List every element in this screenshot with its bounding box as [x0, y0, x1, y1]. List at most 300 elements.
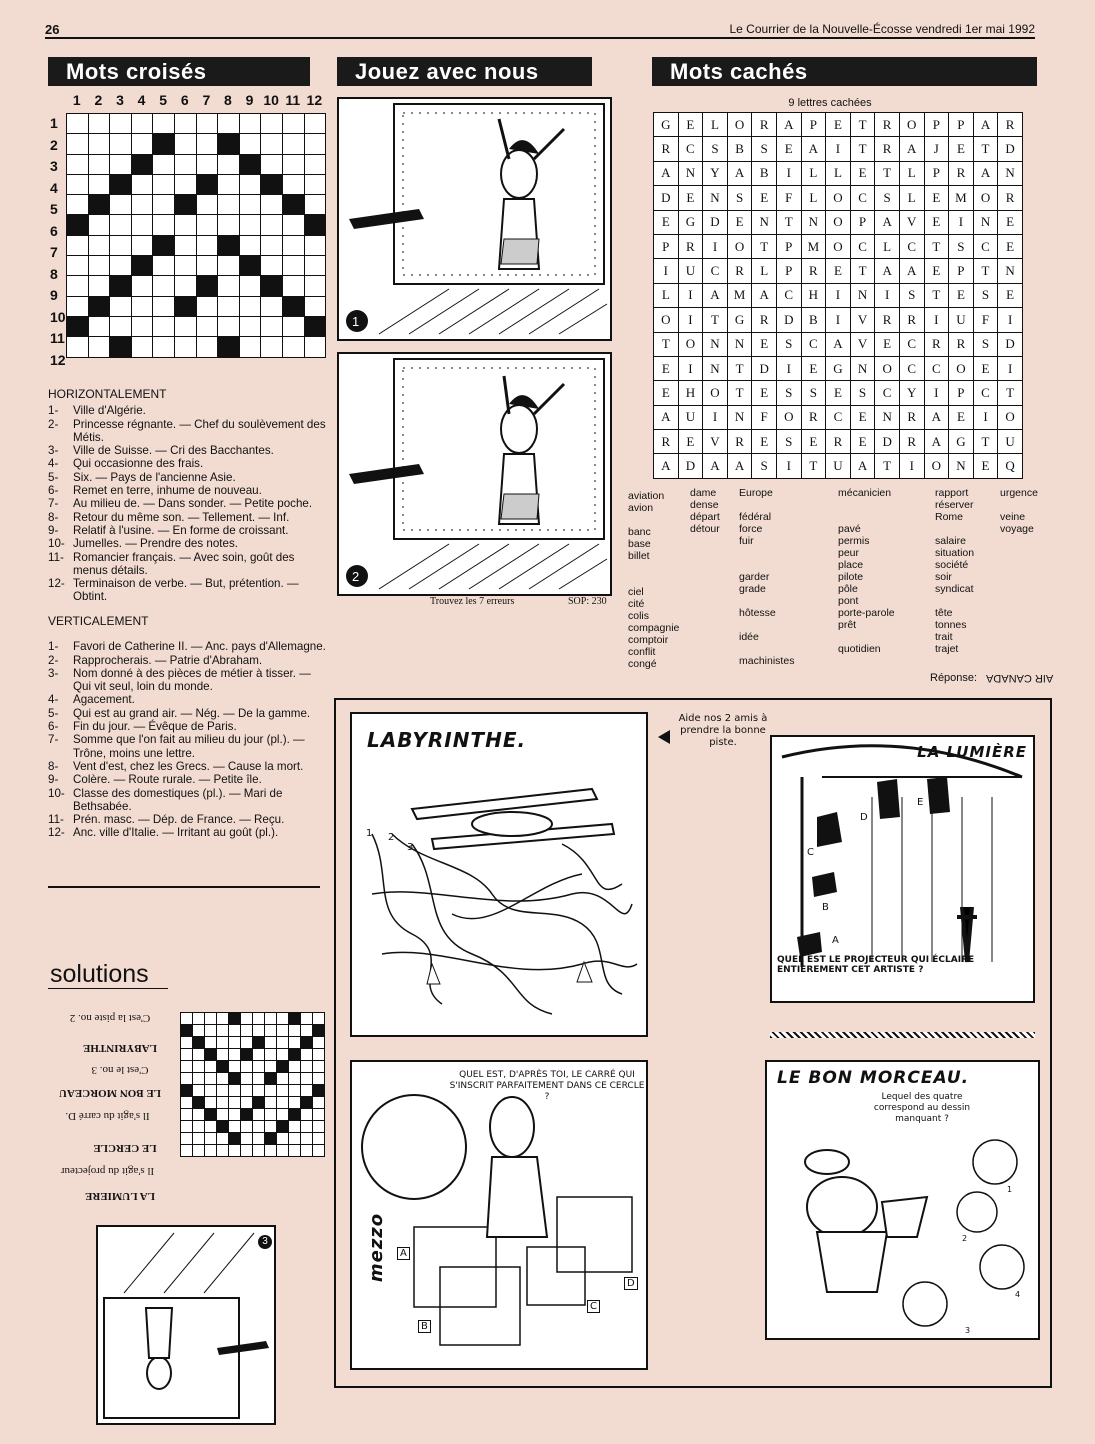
crossword-cell[interactable] [88, 337, 110, 357]
wordsearch-letter[interactable]: V [899, 210, 924, 234]
crossword-cell[interactable] [304, 296, 326, 316]
wordsearch-letter[interactable]: S [776, 381, 801, 405]
crossword-cell[interactable] [261, 114, 283, 134]
crossword-cell[interactable] [174, 316, 196, 336]
crossword-cell[interactable] [196, 296, 218, 316]
crossword-cell[interactable] [196, 215, 218, 235]
lumiere-panel[interactable] [770, 735, 1035, 1003]
wordsearch-letter[interactable]: E [850, 161, 875, 185]
crossword-cell[interactable] [261, 154, 283, 174]
crossword-cell[interactable] [67, 174, 89, 194]
crossword-cell[interactable] [261, 256, 283, 276]
wordsearch-letter[interactable]: P [850, 210, 875, 234]
crossword-cell[interactable] [131, 276, 153, 296]
crossword-cell[interactable] [282, 276, 304, 296]
wordsearch-letter[interactable]: L [801, 186, 826, 210]
crossword-cell[interactable] [174, 134, 196, 154]
crossword-cell[interactable] [131, 215, 153, 235]
crossword-cell[interactable] [196, 316, 218, 336]
wordsearch-letter[interactable]: E [752, 332, 777, 356]
wordsearch-letter[interactable]: R [998, 186, 1023, 210]
crossword-cell[interactable] [153, 215, 175, 235]
wordsearch-letter[interactable]: E [752, 186, 777, 210]
wordsearch-letter[interactable]: O [924, 454, 949, 478]
wordsearch-letter[interactable]: H [801, 283, 826, 307]
wordsearch-letter[interactable]: E [850, 405, 875, 429]
wordsearch-letter[interactable]: G [727, 308, 752, 332]
wordsearch-letter[interactable]: E [752, 430, 777, 454]
crossword-cell[interactable] [110, 215, 132, 235]
wordsearch-letter[interactable]: M [801, 234, 826, 258]
wordsearch-letter[interactable]: T [973, 137, 998, 161]
wordsearch-letter[interactable]: P [801, 113, 826, 137]
crossword-cell[interactable] [110, 134, 132, 154]
wordsearch-letter[interactable]: S [703, 137, 728, 161]
crossword-cell[interactable] [67, 235, 89, 255]
wordsearch-letter[interactable]: N [678, 161, 703, 185]
wordsearch-letter[interactable]: A [924, 430, 949, 454]
wordsearch-letter[interactable]: U [826, 454, 851, 478]
wordsearch-letter[interactable]: C [678, 137, 703, 161]
wordsearch-letter[interactable]: A [875, 210, 900, 234]
crossword-cell[interactable] [304, 337, 326, 357]
wordsearch-letter[interactable]: O [776, 405, 801, 429]
wordsearch-letter[interactable]: O [727, 234, 752, 258]
wordsearch-letter[interactable]: I [703, 234, 728, 258]
wordsearch-letter[interactable]: I [924, 308, 949, 332]
wordsearch-letter[interactable]: S [973, 283, 998, 307]
crossword-cell[interactable] [174, 256, 196, 276]
crossword-cell[interactable] [218, 114, 240, 134]
wordsearch-letter[interactable]: C [973, 381, 998, 405]
crossword-cell[interactable] [88, 235, 110, 255]
wordsearch-letter[interactable]: T [875, 161, 900, 185]
wordsearch-letter[interactable]: E [678, 430, 703, 454]
wordsearch-letter[interactable]: N [727, 405, 752, 429]
crossword-cell[interactable] [67, 154, 89, 174]
wordsearch-letter[interactable]: R [949, 161, 974, 185]
crossword-grid[interactable] [66, 113, 326, 358]
crossword-cell[interactable] [282, 154, 304, 174]
crossword-cell[interactable] [261, 134, 283, 154]
crossword-cell[interactable] [153, 174, 175, 194]
wordsearch-letter[interactable]: P [654, 234, 679, 258]
wordsearch-letter[interactable]: F [752, 405, 777, 429]
wordsearch-letter[interactable]: I [949, 210, 974, 234]
crossword-cell[interactable] [282, 316, 304, 336]
wordsearch-letter[interactable]: R [826, 430, 851, 454]
wordsearch-letter[interactable]: E [678, 113, 703, 137]
wordsearch-letter[interactable]: R [899, 405, 924, 429]
wordsearch-letter[interactable]: R [727, 259, 752, 283]
wordsearch-letter[interactable]: N [703, 186, 728, 210]
wordsearch-letter[interactable]: E [973, 454, 998, 478]
wordsearch-letter[interactable]: I [998, 308, 1023, 332]
crossword-cell[interactable] [131, 195, 153, 215]
wordsearch-letter[interactable]: L [654, 283, 679, 307]
wordsearch-letter[interactable]: C [973, 234, 998, 258]
crossword-cell[interactable] [110, 195, 132, 215]
wordsearch-letter[interactable]: N [850, 283, 875, 307]
crossword-cell[interactable] [304, 114, 326, 134]
crossword-cell[interactable] [88, 316, 110, 336]
wordsearch-letter[interactable]: U [678, 259, 703, 283]
wordsearch-letter[interactable]: L [703, 113, 728, 137]
wordsearch-letter[interactable]: S [949, 234, 974, 258]
wordsearch-letter[interactable]: I [826, 283, 851, 307]
wordsearch-letter[interactable]: A [752, 283, 777, 307]
crossword-cell[interactable] [174, 174, 196, 194]
crossword-cell[interactable] [153, 256, 175, 276]
wordsearch-letter[interactable]: R [875, 113, 900, 137]
wordsearch-letter[interactable]: R [678, 234, 703, 258]
wordsearch-letter[interactable]: T [727, 356, 752, 380]
wordsearch-letter[interactable]: I [924, 381, 949, 405]
crossword-cell[interactable] [239, 215, 261, 235]
wordsearch-letter[interactable]: S [752, 137, 777, 161]
wordsearch-letter[interactable]: B [752, 161, 777, 185]
crossword-cell[interactable] [196, 337, 218, 357]
wordsearch-letter[interactable]: O [998, 405, 1023, 429]
wordsearch-letter[interactable]: C [850, 186, 875, 210]
crossword-cell[interactable] [218, 316, 240, 336]
wordsearch-letter[interactable]: R [752, 113, 777, 137]
crossword-cell[interactable] [282, 134, 304, 154]
crossword-cell[interactable] [218, 174, 240, 194]
wordsearch-letter[interactable]: E [801, 356, 826, 380]
wordsearch-letter[interactable]: D [776, 308, 801, 332]
crossword-cell[interactable] [261, 195, 283, 215]
wordsearch-letter[interactable]: P [949, 381, 974, 405]
crossword-cell[interactable] [153, 195, 175, 215]
wordsearch-letter[interactable]: T [654, 332, 679, 356]
crossword-cell[interactable] [239, 195, 261, 215]
crossword-cell[interactable] [153, 276, 175, 296]
crossword-cell[interactable] [282, 337, 304, 357]
wordsearch-letter[interactable]: C [776, 283, 801, 307]
wordsearch-letter[interactable]: T [973, 259, 998, 283]
wordsearch-letter[interactable]: R [654, 137, 679, 161]
crossword-cell[interactable] [67, 296, 89, 316]
wordsearch-letter[interactable]: G [949, 430, 974, 454]
wordsearch-letter[interactable]: T [973, 430, 998, 454]
crossword-cell[interactable] [153, 114, 175, 134]
wordsearch-letter[interactable]: A [801, 137, 826, 161]
crossword-cell[interactable] [88, 256, 110, 276]
crossword-cell[interactable] [174, 337, 196, 357]
wordsearch-letter[interactable]: E [998, 210, 1023, 234]
crossword-cell[interactable] [131, 114, 153, 134]
crossword-cell[interactable] [261, 296, 283, 316]
wordsearch-letter[interactable]: C [899, 332, 924, 356]
crossword-cell[interactable] [67, 195, 89, 215]
wordsearch-letter[interactable]: I [776, 356, 801, 380]
crossword-cell[interactable] [218, 195, 240, 215]
wordsearch-letter[interactable]: A [654, 161, 679, 185]
crossword-cell[interactable] [304, 276, 326, 296]
wordsearch-letter[interactable]: S [776, 332, 801, 356]
wordsearch-letter[interactable]: I [973, 405, 998, 429]
crossword-cell[interactable] [261, 235, 283, 255]
crossword-cell[interactable] [131, 174, 153, 194]
wordsearch-letter[interactable]: Q [998, 454, 1023, 478]
crossword-cell[interactable] [67, 256, 89, 276]
wordsearch-letter[interactable]: E [875, 332, 900, 356]
wordsearch-letter[interactable]: S [899, 283, 924, 307]
wordsearch-letter[interactable]: C [899, 356, 924, 380]
crossword-cell[interactable] [174, 154, 196, 174]
wordsearch-letter[interactable]: N [727, 332, 752, 356]
crossword-cell[interactable] [153, 337, 175, 357]
wordsearch-letter[interactable]: N [949, 454, 974, 478]
wordsearch-letter[interactable]: N [998, 259, 1023, 283]
wordsearch-letter[interactable]: E [949, 137, 974, 161]
crossword-cell[interactable] [88, 154, 110, 174]
wordsearch-letter[interactable]: E [776, 137, 801, 161]
wordsearch-letter[interactable]: U [949, 308, 974, 332]
wordsearch-letter[interactable]: I [678, 356, 703, 380]
crossword-cell[interactable] [153, 296, 175, 316]
wordsearch-letter[interactable]: I [875, 283, 900, 307]
wordsearch-letter[interactable]: T [850, 137, 875, 161]
wordsearch-letter[interactable]: R [899, 430, 924, 454]
wordsearch-letter[interactable]: R [752, 308, 777, 332]
wordsearch-letter[interactable]: S [727, 186, 752, 210]
wordsearch-letter[interactable]: R [727, 430, 752, 454]
wordsearch-letter[interactable]: A [654, 454, 679, 478]
wordsearch-letter[interactable]: P [949, 113, 974, 137]
wordsearch-letter[interactable]: E [654, 381, 679, 405]
crossword-cell[interactable] [196, 235, 218, 255]
crossword-cell[interactable] [282, 235, 304, 255]
wordsearch-letter[interactable]: H [678, 381, 703, 405]
wordsearch-letter[interactable]: T [850, 113, 875, 137]
wordsearch-letter[interactable]: C [875, 381, 900, 405]
wordsearch-letter[interactable]: P [776, 234, 801, 258]
wordsearch-letter[interactable]: O [875, 356, 900, 380]
wordsearch-letter[interactable]: I [776, 454, 801, 478]
wordsearch-letter[interactable]: I [826, 308, 851, 332]
wordsearch-letter[interactable]: T [752, 234, 777, 258]
crossword-cell[interactable] [239, 316, 261, 336]
wordsearch-letter[interactable]: C [850, 234, 875, 258]
wordsearch-letter[interactable]: E [973, 356, 998, 380]
wordsearch-letter[interactable]: E [826, 113, 851, 137]
wordsearch-letter[interactable]: D [752, 356, 777, 380]
wordsearch-letter[interactable]: M [949, 186, 974, 210]
crossword-cell[interactable] [239, 174, 261, 194]
crossword-cell[interactable] [153, 316, 175, 336]
wordsearch-letter[interactable]: G [654, 113, 679, 137]
wordsearch-letter[interactable]: I [654, 259, 679, 283]
wordsearch-letter[interactable]: L [899, 186, 924, 210]
wordsearch-letter[interactable]: E [727, 210, 752, 234]
morceau-panel[interactable] [765, 1060, 1040, 1340]
wordsearch-letter[interactable]: O [826, 186, 851, 210]
wordsearch-letter[interactable]: E [678, 186, 703, 210]
wordsearch-letter[interactable]: R [801, 259, 826, 283]
wordsearch-letter[interactable]: S [850, 381, 875, 405]
wordsearch-letter[interactable]: J [924, 137, 949, 161]
wordsearch-letter[interactable]: E [998, 234, 1023, 258]
wordsearch-letter[interactable]: E [654, 210, 679, 234]
wordsearch-letter[interactable]: O [899, 113, 924, 137]
wordsearch-letter[interactable]: Y [703, 161, 728, 185]
wordsearch-letter[interactable]: T [776, 210, 801, 234]
wordsearch-letter[interactable]: E [752, 381, 777, 405]
wordsearch-letter[interactable]: B [727, 137, 752, 161]
wordsearch-letter[interactable]: D [998, 137, 1023, 161]
wordsearch-letter[interactable]: A [654, 405, 679, 429]
wordsearch-letter[interactable]: L [826, 161, 851, 185]
wordsearch-letter[interactable]: E [924, 186, 949, 210]
wordsearch-letter[interactable]: A [899, 137, 924, 161]
crossword-cell[interactable] [110, 256, 132, 276]
wordsearch-letter[interactable]: O [826, 234, 851, 258]
wordsearch-letter[interactable]: S [875, 186, 900, 210]
wordsearch-letter[interactable]: I [899, 454, 924, 478]
wordsearch-letter[interactable]: S [776, 430, 801, 454]
wordsearch-letter[interactable]: U [998, 430, 1023, 454]
wordsearch-letter[interactable]: F [973, 308, 998, 332]
wordsearch-letter[interactable]: V [850, 308, 875, 332]
crossword-cell[interactable] [153, 154, 175, 174]
wordsearch-letter[interactable]: N [998, 161, 1023, 185]
wordsearch-letter[interactable]: A [875, 259, 900, 283]
crossword-cell[interactable] [304, 154, 326, 174]
wordsearch-letter[interactable]: B [801, 308, 826, 332]
crossword-cell[interactable] [88, 134, 110, 154]
crossword-cell[interactable] [196, 154, 218, 174]
wordsearch-letter[interactable]: O [703, 381, 728, 405]
wordsearch-letter[interactable]: S [801, 381, 826, 405]
wordsearch-letter[interactable]: E [826, 381, 851, 405]
wordsearch-letter[interactable]: R [875, 137, 900, 161]
wordsearch-letter[interactable]: A [973, 161, 998, 185]
wordsearch-letter[interactable]: E [949, 283, 974, 307]
wordsearch-letter[interactable]: C [703, 259, 728, 283]
wordsearch-letter[interactable]: O [678, 332, 703, 356]
crossword-cell[interactable] [304, 174, 326, 194]
cercle-panel[interactable] [350, 1060, 648, 1370]
wordsearch-letter[interactable]: N [752, 210, 777, 234]
wordsearch-letter[interactable]: T [703, 308, 728, 332]
crossword-cell[interactable] [174, 114, 196, 134]
wordsearch-letter[interactable]: A [850, 454, 875, 478]
crossword-cell[interactable] [196, 134, 218, 154]
wordsearch-letter[interactable]: I [826, 137, 851, 161]
crossword-cell[interactable] [282, 215, 304, 235]
wordsearch-letter[interactable]: O [949, 356, 974, 380]
wordsearch-letter[interactable]: N [703, 356, 728, 380]
crossword-cell[interactable] [131, 337, 153, 357]
wordsearch-letter[interactable]: N [801, 210, 826, 234]
crossword-cell[interactable] [304, 195, 326, 215]
wordsearch-letter[interactable]: D [654, 186, 679, 210]
wordsearch-letter[interactable]: R [875, 308, 900, 332]
wordsearch-letter[interactable]: S [973, 332, 998, 356]
wordsearch-letter[interactable]: L [875, 234, 900, 258]
crossword-cell[interactable] [239, 296, 261, 316]
crossword-cell[interactable] [67, 134, 89, 154]
crossword-cell[interactable] [131, 134, 153, 154]
crossword-cell[interactable] [239, 276, 261, 296]
crossword-cell[interactable] [261, 316, 283, 336]
crossword-cell[interactable] [67, 337, 89, 357]
crossword-cell[interactable] [174, 276, 196, 296]
wordsearch-letter[interactable]: I [776, 161, 801, 185]
wordsearch-letter[interactable]: E [924, 210, 949, 234]
crossword-cell[interactable] [88, 174, 110, 194]
crossword-cell[interactable] [88, 114, 110, 134]
wordsearch-letter[interactable]: T [801, 454, 826, 478]
wordsearch-letter[interactable]: G [678, 210, 703, 234]
wordsearch-letter[interactable]: U [678, 405, 703, 429]
wordsearch-letter[interactable]: A [727, 454, 752, 478]
wordsearch-letter[interactable]: E [826, 259, 851, 283]
crossword-cell[interactable] [131, 296, 153, 316]
crossword-cell[interactable] [218, 276, 240, 296]
crossword-cell[interactable] [174, 215, 196, 235]
wordsearch-letter[interactable]: L [899, 161, 924, 185]
wordsearch-letter[interactable]: P [924, 161, 949, 185]
crossword-cell[interactable] [110, 316, 132, 336]
wordsearch-letter[interactable]: O [826, 210, 851, 234]
wordsearch-letter[interactable]: G [826, 356, 851, 380]
wordsearch-letter[interactable]: E [850, 430, 875, 454]
wordsearch-letter[interactable]: N [703, 332, 728, 356]
wordsearch-letter[interactable]: A [703, 283, 728, 307]
crossword-cell[interactable] [239, 337, 261, 357]
wordsearch-letter[interactable]: T [875, 454, 900, 478]
crossword-cell[interactable] [110, 114, 132, 134]
crossword-cell[interactable] [304, 134, 326, 154]
crossword-cell[interactable] [196, 195, 218, 215]
wordsearch-letter[interactable]: E [654, 356, 679, 380]
wordsearch-letter[interactable]: E [801, 430, 826, 454]
crossword-cell[interactable] [88, 276, 110, 296]
crossword-cell[interactable] [67, 276, 89, 296]
wordsearch-letter[interactable]: T [850, 259, 875, 283]
crossword-cell[interactable] [239, 134, 261, 154]
wordsearch-letter[interactable]: A [776, 113, 801, 137]
crossword-cell[interactable] [304, 235, 326, 255]
wordsearch-letter[interactable]: N [973, 210, 998, 234]
wordsearch-letter[interactable]: S [752, 454, 777, 478]
crossword-cell[interactable] [131, 316, 153, 336]
wordsearch-letter[interactable]: A [727, 161, 752, 185]
wordsearch-letter[interactable]: A [703, 454, 728, 478]
wordsearch-letter[interactable]: A [899, 259, 924, 283]
wordsearch-letter[interactable]: A [826, 332, 851, 356]
wordsearch-letter[interactable]: Y [899, 381, 924, 405]
wordsearch-letter[interactable]: L [801, 161, 826, 185]
wordsearch-letter[interactable]: C [801, 332, 826, 356]
crossword-cell[interactable] [239, 114, 261, 134]
wordsearch-letter[interactable]: D [703, 210, 728, 234]
wordsearch-letter[interactable]: P [776, 259, 801, 283]
wordsearch-letter[interactable]: O [727, 113, 752, 137]
wordsearch-letter[interactable]: T [924, 283, 949, 307]
wordsearch-letter[interactable]: I [678, 283, 703, 307]
wordsearch-letter[interactable]: R [924, 332, 949, 356]
wordsearch-letter[interactable]: R [801, 405, 826, 429]
wordsearch-letter[interactable]: O [654, 308, 679, 332]
wordsearch-letter[interactable]: P [924, 113, 949, 137]
wordsearch-letter[interactable]: A [973, 113, 998, 137]
wordsearch-letter[interactable]: I [998, 356, 1023, 380]
crossword-cell[interactable] [196, 256, 218, 276]
